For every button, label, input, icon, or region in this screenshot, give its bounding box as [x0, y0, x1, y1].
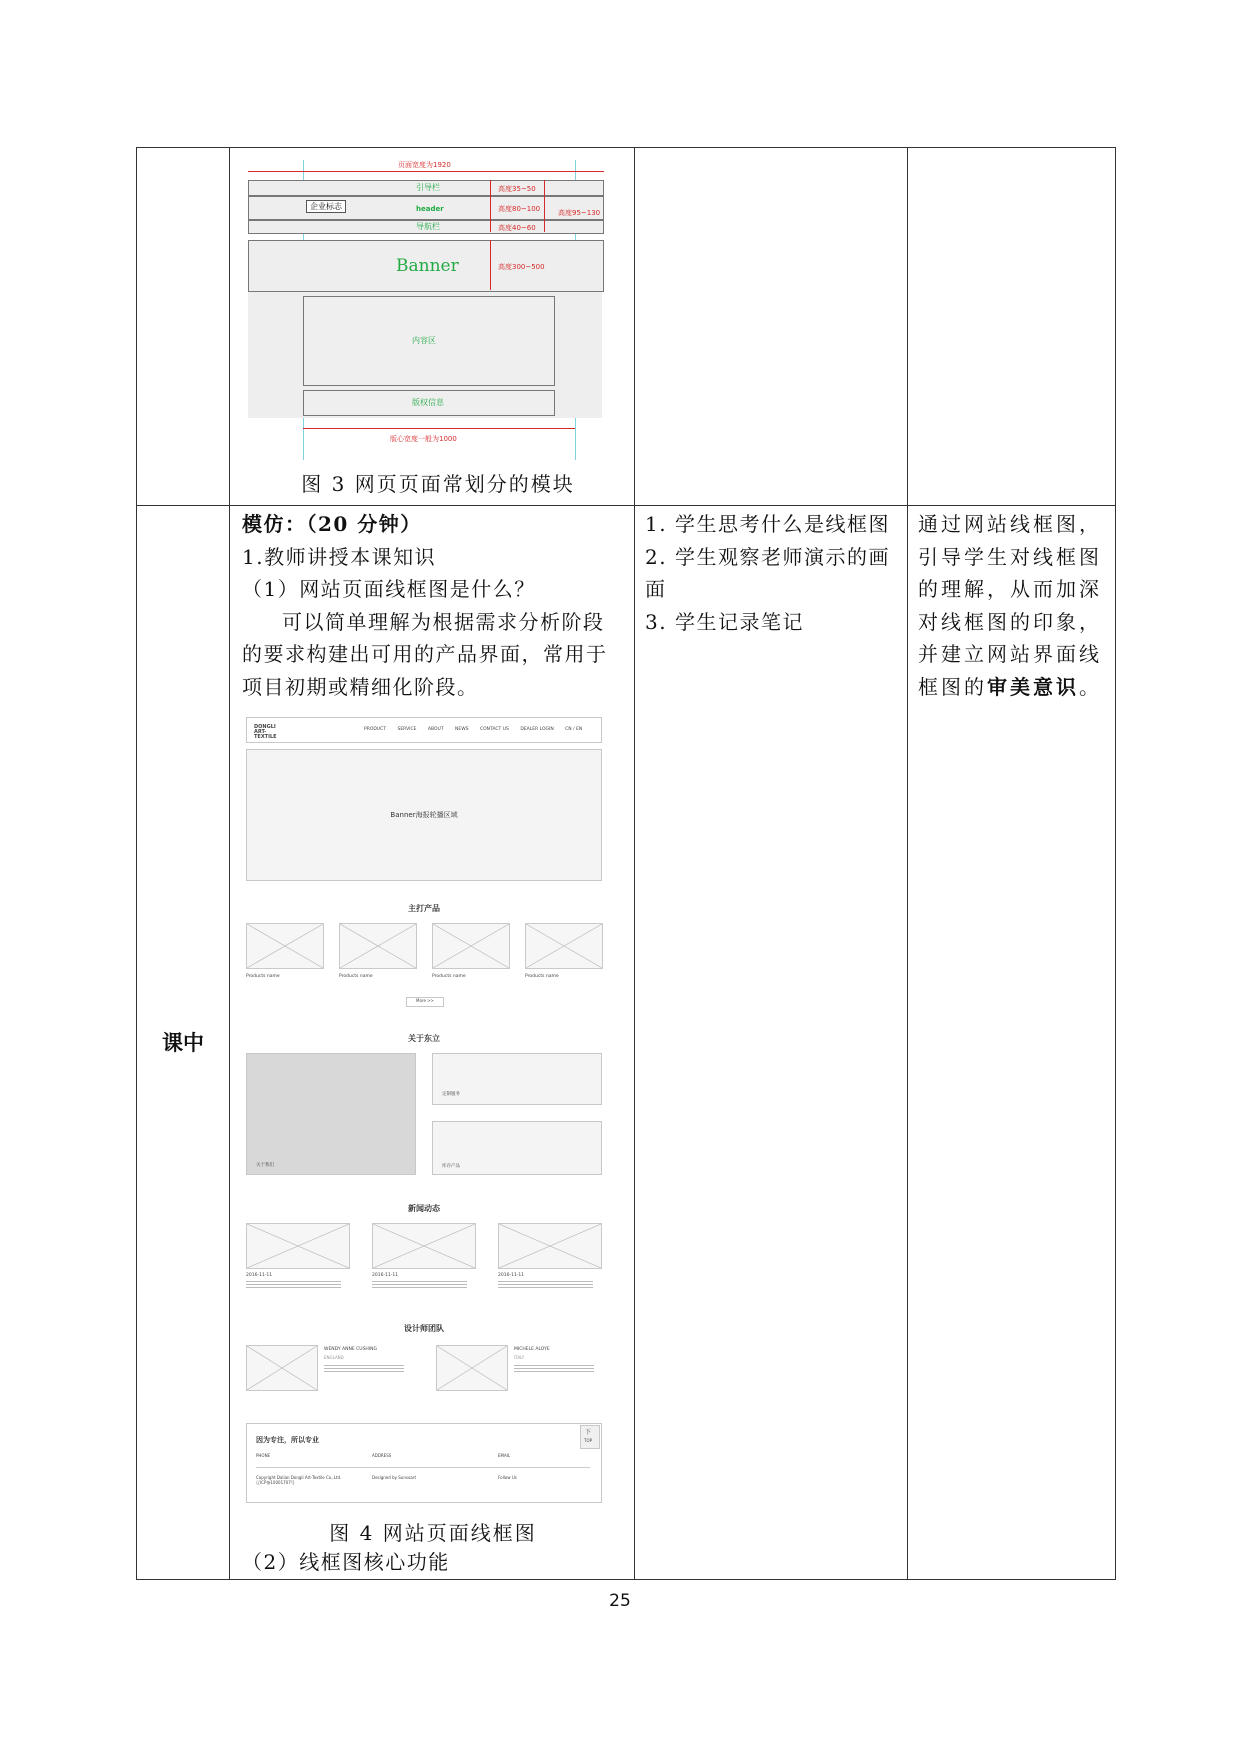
wf-news-text	[246, 1281, 341, 1289]
content-label: 内容区	[412, 336, 436, 345]
height-divider	[490, 240, 491, 290]
header-label: header	[416, 205, 444, 213]
inner-width-label: 版心宽度一般为1000	[390, 435, 457, 443]
height-label-1: 高度35~50	[498, 185, 536, 193]
student-activity-cell	[635, 506, 908, 1580]
wf-about-us: 关于我们	[256, 1163, 274, 1168]
design-intent-text	[918, 508, 1107, 703]
wf-news-text	[372, 1281, 467, 1289]
wf-news-date: 2016-11-11	[498, 1273, 525, 1278]
height-label-3: 高度40~60	[498, 224, 536, 232]
page-number: 25	[609, 1591, 631, 1611]
image-placeholder	[372, 1223, 476, 1269]
lesson-plan-table	[136, 147, 1116, 1580]
wf-email-label: EMAIL	[498, 1453, 511, 1458]
wf-designer-text	[324, 1365, 404, 1373]
wf-designer-name: WENDY ANNE CUSHING	[324, 1347, 377, 1352]
stage-cell-empty	[137, 148, 230, 506]
figure-3-module-diagram	[248, 160, 608, 460]
height-label-total: 高度95~130	[558, 209, 601, 217]
image-placeholder	[498, 1223, 602, 1269]
height-label-4: 高度300~500	[498, 263, 545, 271]
wf-nav-item: DEALER LOGIN	[520, 727, 554, 732]
figure-3-caption: 图 3 网页页面常划分的模块	[301, 472, 575, 496]
image-placeholder	[246, 923, 324, 969]
logo-box: 企业标志	[306, 200, 346, 213]
wf-custom-block	[432, 1053, 602, 1105]
student-activity-item: 2. 学生观察老师演示的画面	[645, 544, 890, 601]
paragraph: 1.教师讲授本课知识	[242, 544, 437, 569]
height-label-2: 高度80~100	[498, 205, 541, 213]
wf-top-arrow: 下	[585, 1429, 592, 1436]
height-divider	[490, 180, 491, 232]
wf-product-name: Products name	[432, 974, 466, 979]
wf-address-label: ADDRESS	[372, 1453, 392, 1458]
wf-about-image	[246, 1053, 416, 1175]
wf-products-title: 主打产品	[408, 904, 440, 913]
wf-nav-item: SERVICE	[397, 727, 417, 732]
wf-nav-item: PRODUCT	[364, 727, 387, 732]
wf-designer-text	[514, 1365, 594, 1373]
wf-product-name: Products name	[525, 974, 559, 979]
wf-product-name: Products name	[246, 974, 280, 979]
wf-nav-item: ABOUT	[427, 727, 444, 732]
design-intent-part: 通过网站线框图，引导学生对线框图的理解，从而加深对线框图的印象，并建立网站界面线框图的	[918, 512, 1102, 699]
image-placeholder	[432, 923, 510, 969]
wf-nav	[364, 727, 592, 732]
copyright-label: 版权信息	[412, 398, 444, 407]
figure-4-caption: 图 4 网站页面线框图	[329, 1521, 537, 1545]
student-activity-cell-empty	[635, 148, 908, 506]
image-placeholder	[339, 923, 417, 969]
inner-width-line	[303, 428, 575, 429]
figure-4-wireframe	[246, 717, 602, 1505]
content-cell	[230, 148, 635, 506]
guide-bar-label: 引导栏	[416, 183, 440, 192]
image-placeholder	[246, 1223, 350, 1269]
wf-custom-label: 定制服务	[442, 1092, 460, 1097]
wf-designer-country: ITALY	[514, 1355, 525, 1360]
design-intent-part: 。	[1079, 674, 1102, 699]
content-cell	[230, 506, 635, 1580]
wf-more-label: More >>	[416, 998, 434, 1003]
wf-designer-name: MICHELE ALOYE	[514, 1347, 550, 1352]
wf-product-name: Products name	[339, 974, 373, 979]
student-activity-item: 3. 学生记录笔记	[645, 609, 804, 634]
wf-copyright: Copyright Dalian Dongli Art-Textile Co.,Ltd. 辽ICP备10001707号	[256, 1475, 342, 1485]
wf-banner-label: Banner海报轮播区域	[390, 811, 458, 819]
paragraph: （1）网站页面线框图是什么？	[242, 577, 536, 601]
wf-logo: DONGLI ART-TEXTILE	[254, 724, 277, 740]
nav-bar-label: 导航栏	[416, 222, 440, 231]
table-row	[137, 506, 1116, 1580]
wf-designer-country: ENGLAND	[324, 1355, 344, 1360]
page-width-label: 页面宽度为1920	[398, 161, 451, 169]
wf-news-text	[498, 1281, 593, 1289]
wf-store-label: 库存产品	[442, 1164, 460, 1169]
design-intent-cell-empty	[908, 148, 1116, 506]
wf-news-date: 2016-11-11	[246, 1273, 273, 1278]
wf-footer-divider	[256, 1467, 590, 1468]
wf-follow-us: Follow Us	[498, 1475, 517, 1480]
wf-designed-by: Designed by Sunsoart	[372, 1475, 417, 1480]
wf-news-date: 2016-11-11	[372, 1273, 399, 1278]
image-placeholder	[525, 923, 603, 969]
wf-news-title: 新闻动态	[408, 1204, 440, 1213]
wf-nav-item: CN / EN	[565, 727, 583, 732]
wf-nav-item: CONTACT US	[479, 727, 509, 732]
page-width-line	[248, 171, 604, 172]
design-intent-emphasis: 审美意识	[987, 674, 1079, 699]
banner-label: Banner	[396, 256, 459, 276]
stage-label: 课中	[137, 506, 230, 1580]
image-placeholder	[246, 1345, 318, 1391]
student-activity-item: 1. 学生思考什么是线框图	[645, 512, 890, 536]
image-placeholder	[436, 1345, 508, 1391]
wf-phone-label: PHONE	[256, 1453, 271, 1458]
table-row	[137, 148, 1116, 506]
wf-about-title: 关于东立	[408, 1034, 440, 1043]
paragraph: （2）线框图核心功能	[242, 1550, 450, 1574]
section-heading: 模仿：（20 分钟）	[242, 512, 422, 536]
wf-footer-slogan: 因为专注，所以专业	[256, 1436, 319, 1444]
wf-nav-item: NEWS	[455, 727, 469, 732]
design-intent-cell	[908, 506, 1116, 1580]
wf-team-title: 设计师团队	[404, 1324, 444, 1333]
paragraph: 可以简单理解为根据需求分析阶段的要求构建出可用的产品界面，常用于项目初期或精细化阶段。	[242, 609, 608, 699]
wf-top-label: TOP	[584, 1438, 593, 1443]
height-divider	[544, 180, 545, 232]
